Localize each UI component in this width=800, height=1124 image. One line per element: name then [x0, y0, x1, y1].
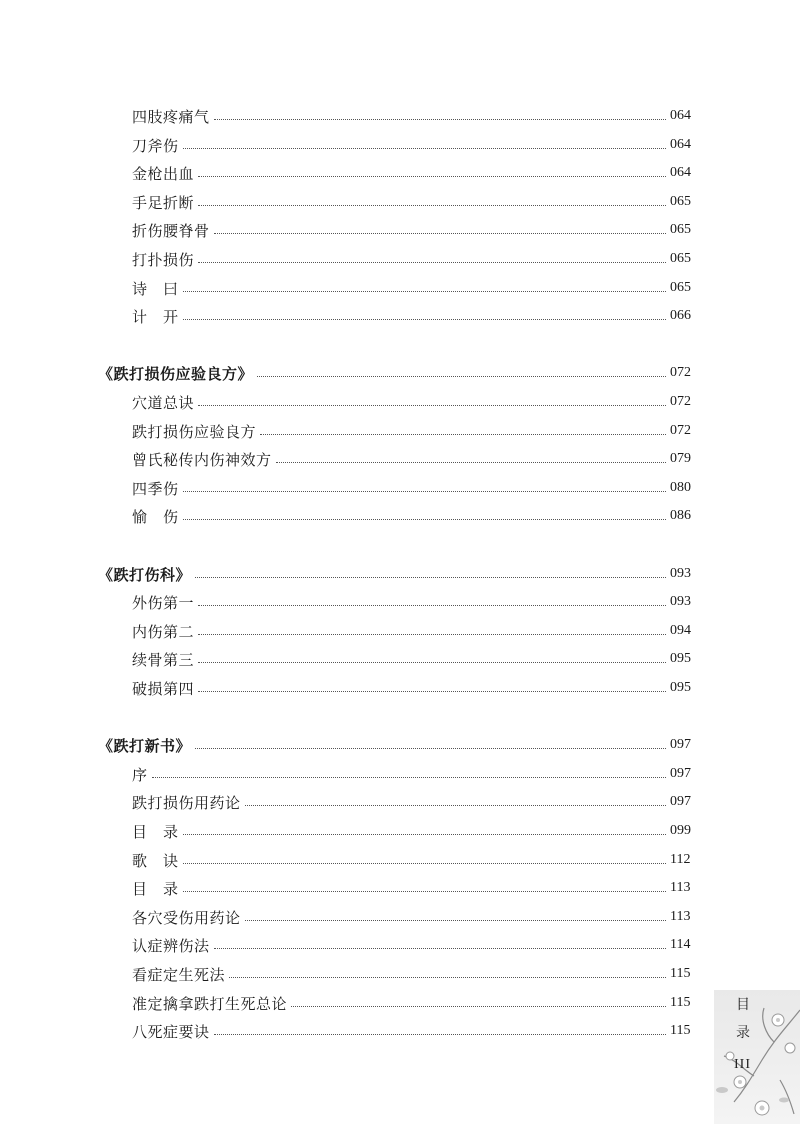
dot-leader: [245, 920, 666, 921]
toc-page-number: 072: [670, 423, 691, 438]
toc-page-number: 115: [670, 1023, 691, 1038]
toc-entry[interactable]: [0, 789, 800, 815]
toc-entry-title: 看症定生死法: [132, 965, 226, 984]
toc-entry[interactable]: [0, 818, 800, 844]
toc-page-number: 115: [670, 995, 691, 1010]
dot-leader: [245, 805, 666, 806]
toc-page-number: 093: [670, 594, 691, 609]
toc-entry[interactable]: [0, 847, 800, 873]
dot-leader: [183, 319, 666, 320]
toc-entry[interactable]: [0, 932, 800, 958]
toc-page-number: 114: [670, 937, 691, 952]
dot-leader: [183, 519, 666, 520]
toc-page-number: 080: [670, 480, 691, 495]
toc-entry[interactable]: [0, 132, 800, 158]
toc-entry-title: 内伤第二: [132, 622, 195, 641]
dot-leader: [183, 148, 666, 149]
toc-entry[interactable]: [0, 589, 800, 615]
toc-entry-title: 《跌打新书》: [98, 736, 192, 755]
toc-entry-title: 《跌打损伤应验良方》: [98, 364, 254, 383]
toc-entry-title: 《跌打伤科》: [98, 565, 192, 584]
toc-entry-title: 诗 曰: [132, 279, 179, 298]
toc-page-number: 064: [670, 165, 691, 180]
toc-entry[interactable]: [0, 618, 800, 644]
toc-page-number: 112: [670, 852, 691, 867]
toc-entry-title: 八死症要诀: [132, 1022, 210, 1041]
toc-page-number: 113: [670, 909, 691, 924]
toc-entry[interactable]: [0, 875, 800, 901]
toc-entry[interactable]: [0, 990, 800, 1016]
toc-entry[interactable]: [0, 217, 800, 243]
dot-leader: [198, 691, 666, 692]
toc-entry[interactable]: [0, 961, 800, 987]
side-tab-char-2: 录: [736, 1025, 750, 1041]
dot-leader: [195, 748, 666, 749]
dot-leader: [198, 634, 666, 635]
toc-entry-title: 愉 伤: [132, 507, 179, 526]
dot-leader: [195, 577, 666, 578]
dot-leader: [214, 1034, 666, 1035]
toc-entry[interactable]: [0, 303, 800, 329]
toc-page-number: 064: [670, 137, 691, 152]
toc-page-number: 097: [670, 737, 691, 752]
toc-entry-title: 目 录: [132, 879, 179, 898]
toc-entry[interactable]: [0, 675, 800, 701]
toc-page-number: 065: [670, 194, 691, 209]
dot-leader: [291, 1006, 666, 1007]
toc-entry-title: 破损第四: [132, 679, 195, 698]
dot-leader: [183, 891, 666, 892]
toc-page-number: 065: [670, 222, 691, 237]
toc-entry[interactable]: [0, 503, 800, 529]
toc-page-number: 099: [670, 823, 691, 838]
dot-leader: [214, 119, 666, 120]
dot-leader: [183, 291, 666, 292]
dot-leader: [183, 834, 666, 835]
toc-page-number: 093: [670, 566, 691, 581]
toc-entry[interactable]: [0, 189, 800, 215]
toc-entry-title: 认症辨伤法: [132, 936, 210, 955]
toc-entry-title: 跌打损伤应验良方: [132, 422, 257, 441]
dot-leader: [214, 233, 666, 234]
dot-leader: [198, 262, 666, 263]
toc-page-number: 066: [670, 308, 691, 323]
roman-page-number: III: [734, 1057, 751, 1072]
toc-entry[interactable]: [0, 646, 800, 672]
toc-page-number: 097: [670, 794, 691, 809]
toc-entry-title: 刀斧伤: [132, 136, 179, 155]
dot-leader: [276, 462, 666, 463]
toc-page-number: 095: [670, 651, 691, 666]
toc-entry-title: 序: [132, 765, 148, 784]
toc-page-number: 113: [670, 880, 691, 895]
toc-section-entry[interactable]: [0, 561, 800, 587]
toc-entry-title: 准定擒拿跌打生死总论: [132, 994, 288, 1013]
toc-page-number: 095: [670, 680, 691, 695]
toc-entry[interactable]: [0, 1018, 800, 1044]
dot-leader: [260, 434, 666, 435]
toc-section-entry[interactable]: [0, 360, 800, 386]
dot-leader: [198, 605, 666, 606]
toc-page-number: 072: [670, 394, 691, 409]
toc-entry[interactable]: [0, 475, 800, 501]
toc-page-number: 086: [670, 508, 691, 523]
toc-page-number: 065: [670, 251, 691, 266]
toc-entry-title: 目 录: [132, 822, 179, 841]
toc-section-entry[interactable]: [0, 732, 800, 758]
toc-entry[interactable]: [0, 389, 800, 415]
toc-entry-title: 歌 诀: [132, 851, 179, 870]
side-tab: [714, 990, 800, 1124]
dot-leader: [257, 376, 666, 377]
toc-page-number: 094: [670, 623, 691, 638]
toc-page-number: 115: [670, 966, 691, 981]
toc-entry[interactable]: [0, 275, 800, 301]
dot-leader: [214, 948, 666, 949]
plum-blossom-decoration-icon: [714, 990, 800, 1124]
toc-entry[interactable]: [0, 418, 800, 444]
toc-entry-title: 四肢疼痛气: [132, 107, 210, 126]
toc-page-number: 097: [670, 766, 691, 781]
side-tab-char-1: 目: [736, 997, 750, 1013]
dot-leader: [229, 977, 666, 978]
dot-leader: [198, 205, 666, 206]
toc-entry[interactable]: [0, 761, 800, 787]
toc-entry-title: 外伤第一: [132, 593, 195, 612]
toc-entry[interactable]: [0, 446, 800, 472]
toc-page-number: 065: [670, 280, 691, 295]
toc-page-number: 072: [670, 365, 691, 380]
toc-entry-title: 打扑损伤: [132, 250, 195, 269]
toc-entry-title: 各穴受伤用药论: [132, 908, 241, 927]
toc-entry[interactable]: [0, 246, 800, 272]
dot-leader: [183, 491, 666, 492]
toc-entry-title: 续骨第三: [132, 650, 195, 669]
toc-entry-title: 金枪出血: [132, 164, 195, 183]
dot-leader: [183, 863, 666, 864]
toc-entry-title: 曾氏秘传内伤神效方: [132, 450, 272, 469]
dot-leader: [152, 777, 666, 778]
toc-entry-title: 四季伤: [132, 479, 179, 498]
toc-entry-title: 跌打损伤用药论: [132, 793, 241, 812]
toc-entry[interactable]: [0, 103, 800, 129]
toc-entry-title: 计 开: [132, 307, 179, 326]
toc-entry-title: 折伤腰脊骨: [132, 221, 210, 240]
toc-entry[interactable]: [0, 904, 800, 930]
dot-leader: [198, 176, 666, 177]
toc-entry-title: 穴道总诀: [132, 393, 195, 412]
toc-page-number: 079: [670, 451, 691, 466]
toc-entry[interactable]: [0, 160, 800, 186]
toc-entry-title: 手足折断: [132, 193, 195, 212]
toc-page-number: 064: [670, 108, 691, 123]
dot-leader: [198, 662, 666, 663]
dot-leader: [198, 405, 666, 406]
